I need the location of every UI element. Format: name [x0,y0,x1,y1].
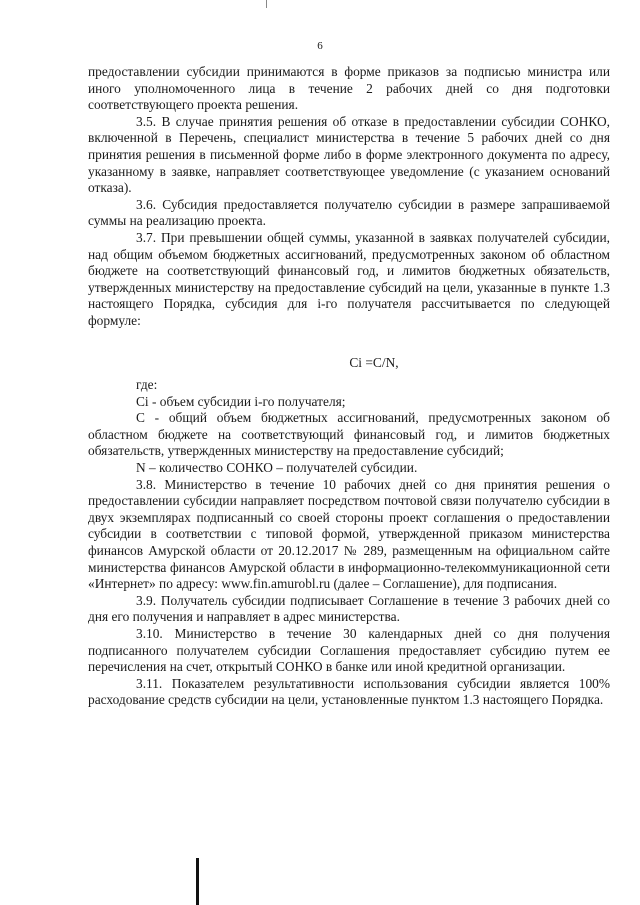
document-body [88,64,610,709]
paragraph-3-5: 3.5. В случае принятия решения об отказе в предоставлении субсидии СОНКО, включенной в Перечень, специалист министерства в течение 5 рабочих дней со дня принятия решения в письменной форме либо в форме электронного документа по адресу, указанному в заявке, направляет соответствующее уведомление (с указанием оснований отказа). [88,113,610,196]
paragraph-3-8: 3.8. Министерство в течение 10 рабочих дней со дня принятия решения о предоставлении субсидии направляет посредством почтовой связи получателю субсидии в двух экземплярах подписанный со своей стороны проект соглашения о предоставлении субсидии в соответствии с типовой формой, утвержденной приказом министерства финансов Амурской области от 20.12.2017 № 289, размещенным на официальном сайте министерства финансов Амурской области в информационно-телекоммуникационной сети «Интернет» по адресу: www.fin.amurobl.ru (далее – Соглашение), для подписания. [88,476,610,592]
formula: Ci =C/N, [349,354,399,370]
paragraph-3-10: 3.10. Министерство в течение 30 календарных дней со дня получения подписанного получателем субсидии Соглашения предоставляет субсидию путем ее перечисления на счет, открытый СОНКО в банке или иной кредитной организации. [88,626,610,675]
scan-mark-bottom [196,858,199,905]
definition-ci: Ci - объем субсидии i-го получателя; [136,393,346,409]
paragraph-3-9: 3.9. Получатель субсидии подписывает Соглашение в течение 3 рабочих дней со дня его получения и направляет в адрес министерства. [88,592,610,625]
paragraph-3-7: 3.7. При превышении общей суммы, указанной в заявках получателей субсидии, над общим объемом бюджетных ассигнований, предусмотренных законом об областном бюджете на соответствующий финансовый год, и лимитов бюджетных обязательств, утвержденных министерству на предоставление субсидий на цели, указанные в пункте 1.3 настоящего Порядка, субсидия для i-го получателя рассчитывается по следующей формуле: [88,229,610,328]
page-number: 6 [317,40,323,52]
paragraph-3-11: 3.11. Показателем результативности использования субсидии является 100% расходование средств субсидии на цели, установленные пунктом 1.3 настоящего Порядка. [88,675,610,708]
definition-c: C - общий объем бюджетных ассигнований, предусмотренных законом об областном бюджете на соответствующий финансовый год, и лимитов бюджетных обязательств, утвержденных министерству на предоставление субсидий; [88,410,610,459]
paragraph-3-6: 3.6. Субсидия предоставляется получателю субсидии в размере запрашиваемой суммы на реализацию проекта. [88,196,610,229]
where-label: где: [136,377,158,393]
definition-n: N – количество СОНКО – получателей субсидии. [136,460,418,476]
paragraph-continued: предоставлении субсидии принимаются в форме приказов за подписью министра или иного уполномоченного лица в течение 2 рабочих дней со дня подготовки соответствующего проекта решения. [88,64,610,113]
scan-mark-top [266,0,267,8]
